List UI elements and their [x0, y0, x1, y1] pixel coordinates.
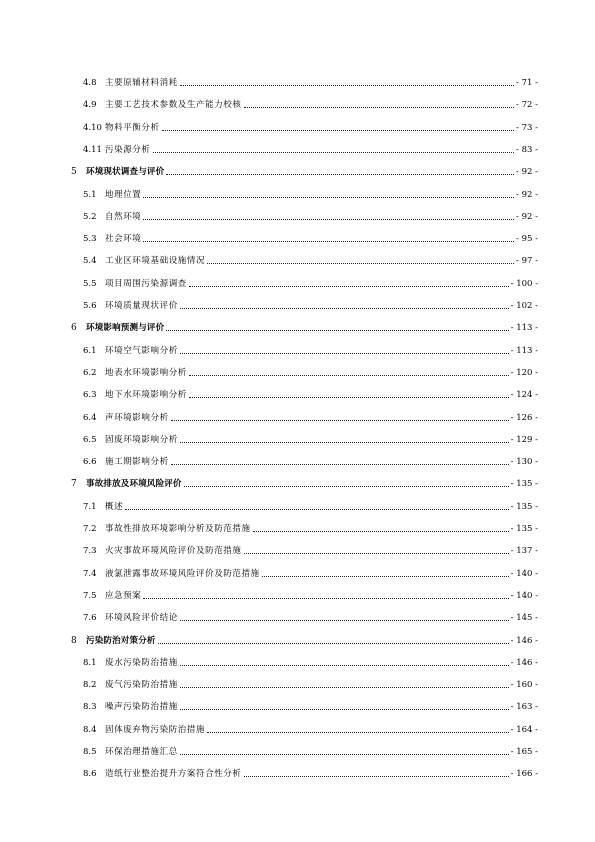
toc-entry-number: 7.1	[83, 501, 97, 512]
toc-entry-number: 8	[71, 635, 77, 646]
toc-dot-leader	[166, 174, 514, 175]
toc-entry-number: 4.10	[83, 122, 102, 133]
toc-entry-title: 环保治理措施汇总	[105, 747, 178, 757]
toc-page-number: - 92 -	[516, 167, 538, 178]
toc-page-number: - 163 -	[510, 702, 538, 713]
toc-dot-leader	[180, 709, 509, 710]
toc-entry-number: 4.8	[83, 78, 97, 88]
toc-section-entry[interactable]	[0, 656, 595, 670]
toc-entry-title: 自然环境	[105, 211, 142, 222]
toc-entry-title: 地下水环境影响分析	[105, 390, 187, 401]
toc-entry-title: 声环境影响分析	[105, 412, 169, 423]
toc-entry-title: 噪声污染防治措施	[105, 702, 178, 713]
toc-section-entry[interactable]	[0, 567, 595, 581]
toc-entry-title: 环境质量现状评价	[105, 301, 178, 311]
toc-dot-leader	[262, 576, 509, 577]
toc-section-entry[interactable]	[0, 433, 595, 447]
toc-entry-number: 5	[71, 167, 77, 178]
toc-page-number: - 130 -	[510, 457, 538, 468]
toc-page-number: - 165 -	[510, 747, 538, 757]
toc-entry-title: 固废环境影响分析	[105, 434, 178, 445]
toc-entry-number: 8.2	[83, 680, 97, 691]
toc-page-number: - 71 -	[516, 78, 538, 88]
toc-section-entry[interactable]	[0, 723, 595, 737]
toc-page-number: - 126 -	[510, 412, 538, 423]
toc-section-entry[interactable]	[0, 678, 595, 692]
toc-section-entry[interactable]	[0, 767, 595, 781]
toc-entry-title: 污染源分析	[105, 144, 151, 155]
toc-entry-title: 地理位置	[105, 189, 142, 200]
toc-page-number: - 92 -	[516, 211, 538, 222]
toc-page-number: - 164 -	[510, 724, 538, 735]
toc-entry-title: 环境影响预测与评价	[86, 323, 165, 334]
toc-entry-number: 6.5	[83, 434, 97, 445]
toc-dot-leader	[143, 219, 514, 220]
toc-dot-leader	[180, 442, 509, 443]
toc-page-number: - 83 -	[516, 144, 538, 155]
toc-page-number: - 124 -	[510, 390, 538, 401]
toc-dot-leader	[125, 509, 509, 510]
toc-entry-number: 5.2	[83, 211, 97, 222]
toc-entry-title: 环境现状调查与评价	[86, 167, 165, 178]
toc-dot-leader	[253, 531, 509, 532]
toc-section-entry[interactable]	[0, 188, 595, 202]
toc-page-number: - 137 -	[510, 546, 538, 557]
toc-dot-leader	[189, 375, 509, 376]
toc-dot-leader	[180, 353, 509, 354]
toc-page-number: - 166 -	[510, 769, 538, 780]
toc-entry-number: 6.6	[83, 457, 97, 468]
toc-entry-number: 5.1	[83, 189, 97, 200]
toc-page-number: - 72 -	[516, 100, 538, 111]
toc-dot-leader	[184, 486, 509, 487]
toc-dot-leader	[143, 197, 514, 198]
toc-entry-number: 6	[71, 323, 77, 334]
toc-entry-title: 废水污染防治措施	[105, 657, 178, 668]
toc-entry-number: 6.2	[83, 367, 97, 378]
toc-entry-title: 社会环境	[105, 234, 142, 245]
toc-entry-title: 施工期影响分析	[105, 457, 169, 468]
toc-entry-number: 8.4	[83, 724, 97, 735]
toc-entry-number: 7.5	[83, 590, 97, 601]
toc-entry-number: 7	[71, 479, 77, 490]
toc-entry-number: 5.3	[83, 234, 97, 245]
toc-entry-number: 4.9	[83, 100, 97, 111]
toc-chapter-entry[interactable]	[0, 165, 595, 179]
toc-section-entry[interactable]	[0, 299, 595, 313]
toc-entry-title: 废气污染防治措施	[105, 680, 178, 691]
toc-section-entry[interactable]	[0, 388, 595, 402]
toc-section-entry[interactable]	[0, 76, 595, 90]
toc-page-number: - 146 -	[510, 635, 538, 646]
toc-entry-title: 应急预案	[105, 590, 142, 601]
toc-entry-number: 5.6	[83, 301, 97, 311]
toc-entry-number: 8.5	[83, 747, 97, 757]
toc-page-number: - 95 -	[516, 234, 538, 245]
toc-page-number: - 129 -	[510, 434, 538, 445]
toc-section-entry[interactable]	[0, 455, 595, 469]
toc-chapter-entry[interactable]	[0, 477, 595, 491]
toc-dot-leader	[180, 687, 509, 688]
toc-section-entry[interactable]	[0, 544, 595, 558]
toc-entry-title: 污染防治对策分析	[86, 635, 156, 646]
toc-dot-leader	[180, 754, 509, 755]
toc-entry-title: 物料平衡分析	[105, 122, 160, 133]
toc-section-entry[interactable]	[0, 344, 595, 358]
toc-entry-number: 6.3	[83, 390, 97, 401]
toc-section-entry[interactable]	[0, 254, 595, 268]
toc-dot-leader	[207, 263, 514, 264]
toc-section-entry[interactable]	[0, 745, 595, 759]
toc-entry-number: 4.11	[83, 144, 102, 155]
toc-dot-leader	[166, 330, 509, 331]
toc-page-number: - 140 -	[510, 590, 538, 601]
toc-entry-title: 环境空气影响分析	[105, 345, 178, 356]
toc-dot-leader	[180, 620, 509, 621]
toc-dot-leader	[171, 420, 509, 421]
toc-dot-leader	[244, 553, 509, 554]
toc-dot-leader	[244, 107, 514, 108]
toc-entry-number: 8.1	[83, 657, 97, 668]
toc-page-number: - 160 -	[510, 680, 538, 691]
toc-page-number: - 102 -	[510, 301, 538, 311]
toc-section-entry[interactable]	[0, 411, 595, 425]
toc-section-entry[interactable]	[0, 232, 595, 246]
toc-page-number: - 92 -	[516, 189, 538, 200]
toc-section-entry[interactable]	[0, 277, 595, 291]
toc-page-number: - 113 -	[510, 345, 538, 356]
toc-dot-leader	[180, 85, 514, 86]
toc-entry-title: 液氯泄露事故环境风险评价及防范措施	[105, 568, 260, 579]
toc-dot-leader	[207, 732, 509, 733]
toc-dot-leader	[171, 464, 509, 465]
toc-entry-number: 6.1	[83, 345, 97, 356]
toc-dot-leader	[158, 643, 509, 644]
toc-section-entry[interactable]	[0, 522, 595, 536]
toc-entry-number: 7.3	[83, 546, 97, 557]
toc-page-number: - 135 -	[510, 501, 538, 512]
toc-entry-number: 6.4	[83, 412, 97, 423]
toc-entry-title: 主要工艺技术参数及生产能力校核	[105, 100, 242, 111]
toc-page-number: - 100 -	[510, 278, 538, 289]
toc-dot-leader	[180, 665, 509, 666]
toc-section-entry[interactable]	[0, 611, 595, 625]
toc-page-number: - 140 -	[510, 568, 538, 579]
toc-dot-leader	[153, 152, 514, 153]
toc-entry-number: 5.4	[83, 256, 97, 267]
toc-page-number: - 97 -	[516, 256, 538, 267]
toc-page-number: - 135 -	[510, 524, 538, 534]
toc-entry-title: 环境风险评价结论	[105, 613, 178, 624]
toc-section-entry[interactable]	[0, 143, 595, 157]
toc-page-number: - 146 -	[510, 657, 538, 668]
toc-entry-title: 事故排放及环境风险评价	[86, 479, 182, 490]
toc-page-number: - 135 -	[510, 479, 538, 490]
toc-entry-number: 7.2	[83, 524, 97, 534]
toc-entry-title: 地表水环境影响分析	[105, 367, 187, 378]
toc-section-entry[interactable]	[0, 700, 595, 714]
toc-page-number: - 120 -	[510, 367, 538, 378]
toc-entry-number: 8.6	[83, 769, 97, 780]
toc-entry-title: 工业区环境基础设施情况	[105, 256, 206, 267]
toc-chapter-entry[interactable]	[0, 321, 595, 335]
toc-section-entry[interactable]	[0, 500, 595, 514]
toc-page-number: - 73 -	[516, 122, 538, 133]
toc-section-entry[interactable]	[0, 121, 595, 135]
toc-page-number: - 113 -	[510, 323, 538, 334]
toc-entry-number: 7.6	[83, 613, 97, 624]
toc-dot-leader	[162, 130, 514, 131]
toc-dot-leader	[189, 286, 509, 287]
toc-dot-leader	[143, 598, 509, 599]
toc-chapter-entry[interactable]	[0, 634, 595, 648]
toc-entry-title: 事故性排放环境影响分析及防范措施	[105, 524, 251, 534]
toc-section-entry[interactable]	[0, 210, 595, 224]
toc-section-entry[interactable]	[0, 589, 595, 603]
toc-section-entry[interactable]	[0, 98, 595, 112]
toc-dot-leader	[143, 241, 514, 242]
toc-dot-leader	[244, 776, 509, 777]
toc-page-number: - 145 -	[510, 613, 538, 624]
toc-section-entry[interactable]	[0, 366, 595, 380]
toc-entry-title: 主要原辅材料消耗	[105, 78, 178, 88]
toc-entry-number: 7.4	[83, 568, 97, 579]
toc-entry-number: 5.5	[83, 278, 97, 289]
toc-entry-title: 固体废弃物污染防治措施	[105, 724, 206, 735]
toc-dot-leader	[180, 308, 509, 309]
toc-entry-title: 火灾事故环境风险评价及防范措施	[105, 546, 242, 557]
toc-entry-title: 概述	[105, 501, 124, 512]
toc-dot-leader	[189, 397, 509, 398]
toc-entry-title: 项目周围污染源调查	[105, 278, 187, 289]
toc-entry-number: 8.3	[83, 702, 97, 713]
toc-entry-title: 造纸行业整治提升方案符合性分析	[105, 769, 242, 780]
